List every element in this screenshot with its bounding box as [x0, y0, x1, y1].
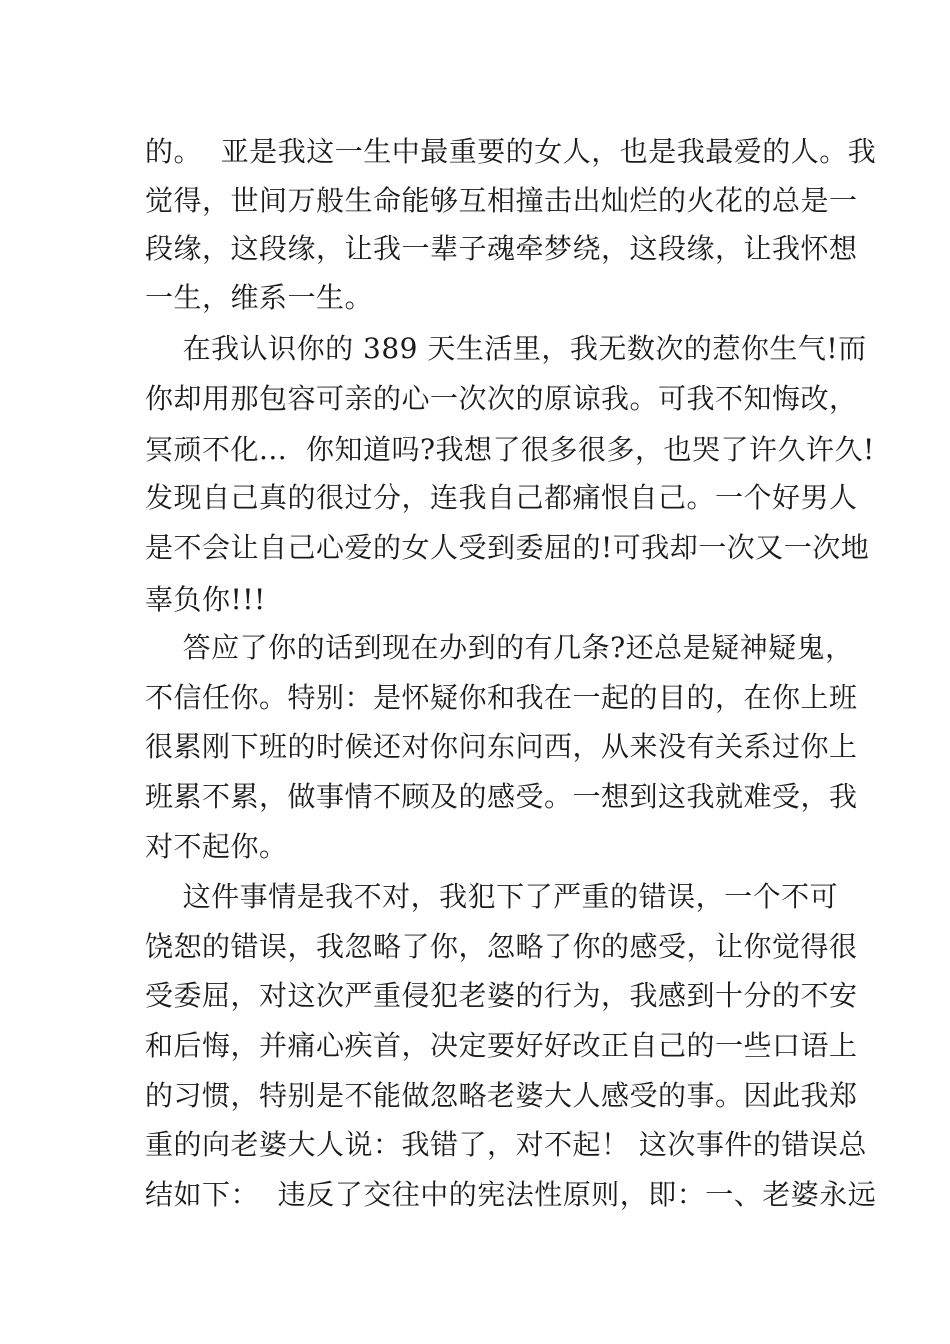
text-line: 辜负你!!!	[145, 583, 266, 616]
text-line: 班累不累，做事情不顾及的感受。一想到这我就难受，我	[145, 780, 858, 813]
text-line: 和后悔，并痛心疾首，决定要好好改正自己的一些口语上	[145, 1029, 858, 1062]
text-line: 在我认识你的 389 天生活里，我无数次的惹你生气!而	[145, 332, 867, 365]
text-line: 很累刚下班的时候还对你问东问西，从来没有关系过你上	[145, 730, 858, 763]
text-line: 这件事情是我不对，我犯下了严重的错误，一个不可	[145, 880, 839, 913]
text-line: 段缘，这段缘，让我一辈子魂牵梦绕，这段缘，让我怀想	[145, 232, 858, 265]
text-line: 受委屈，对这次严重侵犯老婆的行为，我感到十分的不安	[145, 979, 858, 1012]
text-line: 的习惯，特别是不能做忽略老婆大人感受的事。因此我郑	[145, 1079, 858, 1112]
text-line: 你却用那包容可亲的心一次次的原谅我。可我不知悔改，	[145, 382, 858, 415]
text-line: 的。 亚是我这一生中最重要的女人，也是我最爱的人。我	[145, 135, 877, 168]
text-line: 是不会让自己心爱的女人受到委屈的!可我却一次又一次地	[145, 531, 870, 564]
text-line: 结如下： 违反了交往中的宪法性原则，即：一、老婆永远	[145, 1178, 877, 1211]
text-line: 重的向老婆大人说：我错了，对不起！ 这次事件的错误总	[145, 1128, 867, 1161]
text-line: 一生，维系一生。	[145, 281, 374, 314]
text-line: 冥顽不化... 你知道吗?我想了很多很多，也哭了许久许久!	[145, 433, 875, 466]
text-line: 觉得，世间万般生命能够互相撞击出灿烂的火花的总是一	[145, 184, 858, 217]
text-line: 不信任你。特别：是怀疑你和我在一起的目的，在你上班	[145, 681, 858, 714]
text-line: 对不起你。	[145, 830, 288, 863]
text-line: 答应了你的话到现在办到的有几条?还总是疑神疑鬼，	[145, 631, 854, 664]
text-line: 饶恕的错误，我忽略了你，忽略了你的感受，让你觉得很	[145, 930, 858, 963]
text-line: 发现自己真的很过分，连我自己都痛恨自己。一个好男人	[145, 481, 858, 514]
